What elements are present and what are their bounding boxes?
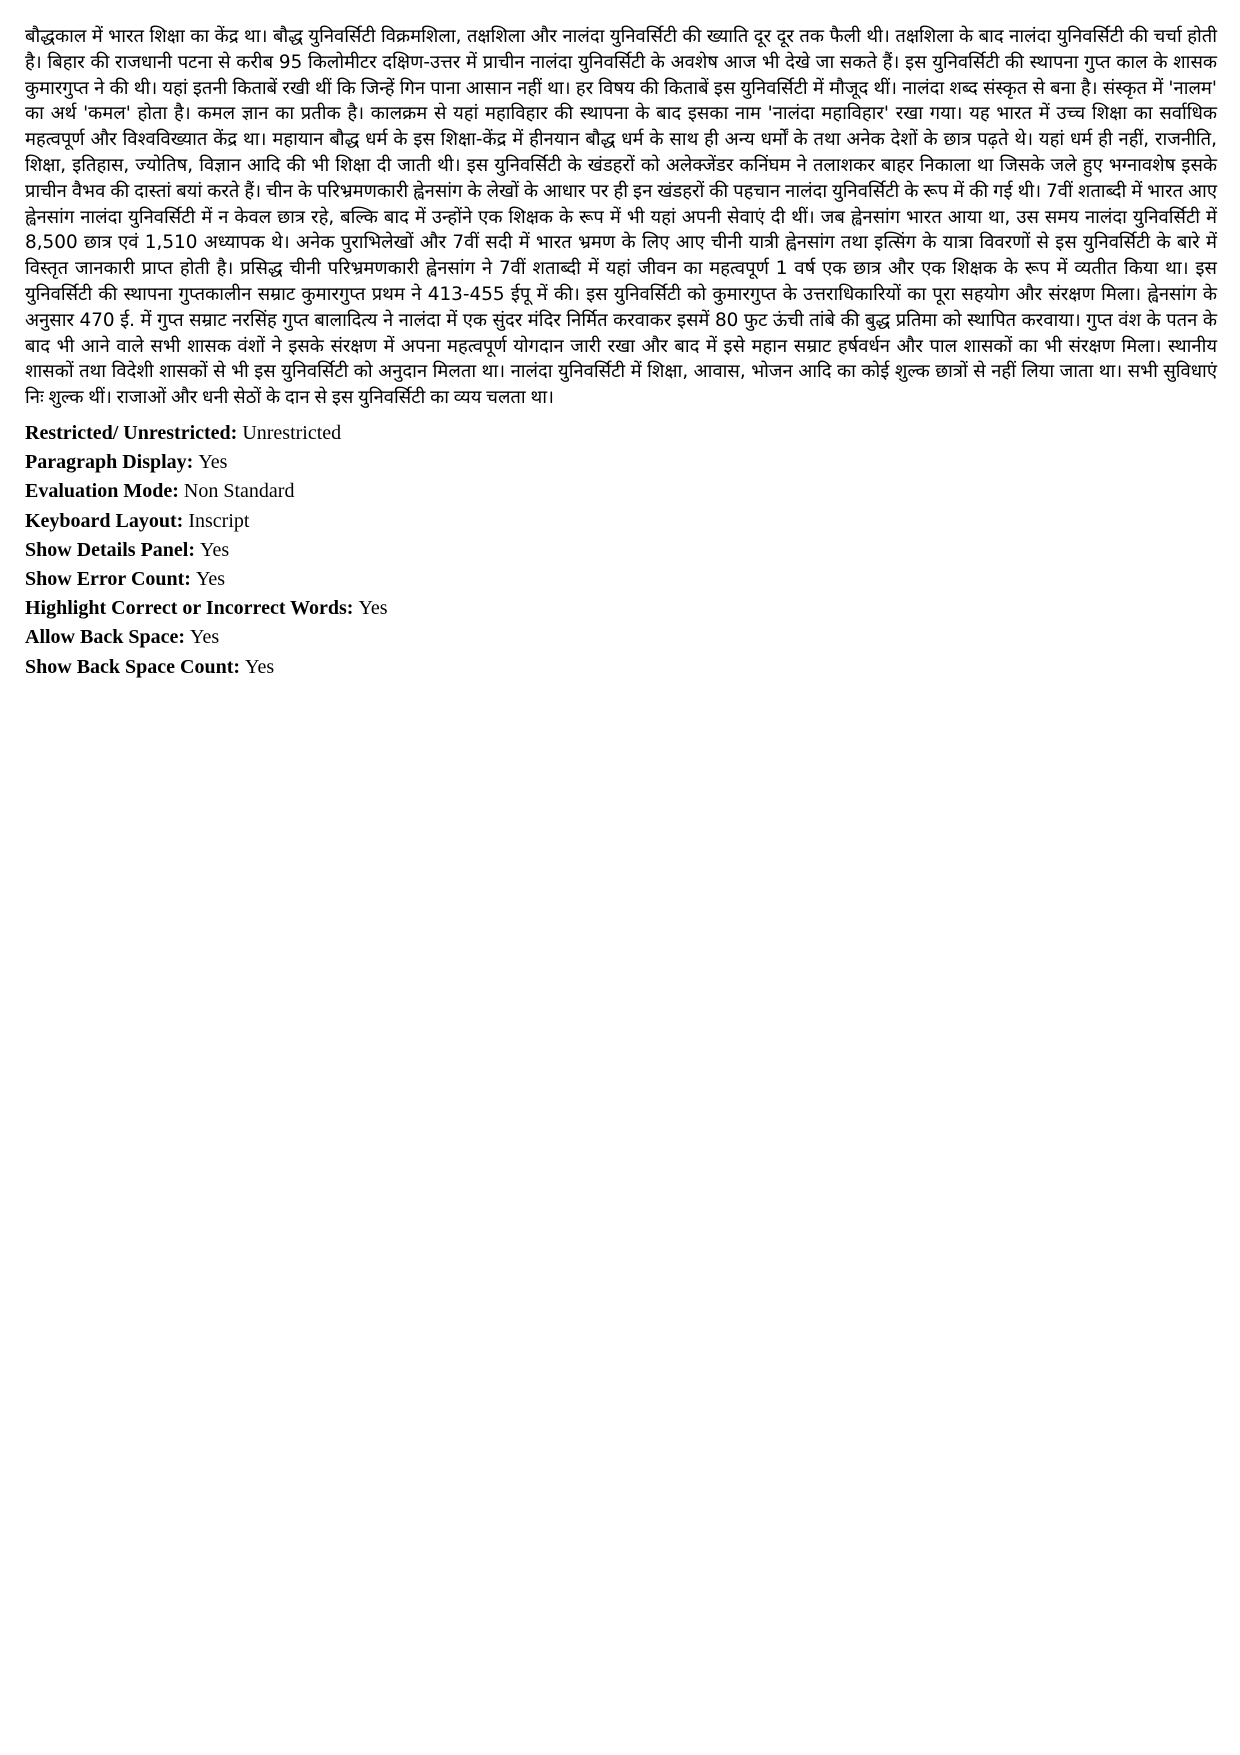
setting-label: Allow Back Space: bbox=[25, 626, 190, 649]
test-settings-list bbox=[25, 419, 1217, 682]
setting-label: Show Details Panel: bbox=[25, 538, 200, 561]
setting-highlight-words bbox=[25, 594, 1217, 623]
setting-label: Highlight Correct or Incorrect Words: bbox=[25, 597, 359, 620]
setting-paragraph-display bbox=[25, 448, 1217, 477]
setting-value: Inscript bbox=[188, 509, 250, 532]
setting-label: Paragraph Display: bbox=[25, 451, 199, 474]
setting-value: Unrestricted bbox=[242, 421, 342, 444]
setting-value: Yes bbox=[190, 626, 220, 649]
setting-value: Yes bbox=[245, 655, 275, 678]
setting-show-details-panel bbox=[25, 536, 1217, 565]
setting-show-error-count bbox=[25, 565, 1217, 594]
setting-value: Yes bbox=[200, 538, 230, 561]
setting-keyboard-layout bbox=[25, 507, 1217, 536]
setting-value: Non Standard bbox=[183, 480, 295, 503]
setting-label: Keyboard Layout: bbox=[25, 509, 189, 532]
setting-label: Show Error Count: bbox=[25, 567, 196, 590]
setting-allow-back-space bbox=[25, 623, 1217, 652]
setting-label: Restricted/ Unrestricted: bbox=[25, 421, 243, 444]
typing-passage: बौद्धकाल में भारत शिक्षा का केंद्र था। बौद्ध युनिवर्सिटी विक्रमशिला, तक्षशिला और नालंदा युनिवर्सिटी की ख्याति दूर दूर तक फैली थी। तक्षशिला के बाद नालंदा युनिवर्सिटी की चर्चा होती है। बिहार की राजधानी पटना से करीब 95 किलोमीटर दक्षिण-उत्तर में प्राचीन नालंदा युनिवर्सिटी के अवशेष आज भी देखे जा सकते हैं। इस युनिवर्सिटी की स्थापना गुप्त काल के शासक कुमारगुप्त ने की थी। यहां इतनी किताबें रखी थीं कि जिन्हें गिन पाना आसान नहीं था। हर विषय की किताबें इस युनिवर्सिटी में मौजूद थीं। नालंदा शब्द संस्कृत से बना है। संस्कृत में 'नालम' का अर्थ 'कमल' होता है। कमल ज्ञान का प्रतीक है। कालक्रम से यहां महाविहार की स्थापना के बाद इसका नाम 'नालंदा महाविहार' रखा गया। यह भारत में उच्च शिक्षा का सर्वाधिक महत्वपूर्ण और विश्वविख्यात केंद्र था। महायान बौद्ध धर्म के इस शिक्षा-केंद्र में हीनयान बौद्ध धर्म के साथ ही अन्य धर्मों के तथा अनेक देशों के छात्र पढ़ते थे। यहां धर्म ही नहीं, राजनीति, शिक्षा, इतिहास, ज्योतिष, विज्ञान आदि की भी शिक्षा दी जाती थी। इस युनिवर्सिटी के खंडहरों को अलेक्जेंडर कनिंघम ने तलाशकर बाहर निकाला था जिसके जले हुए भग्नावशेष इसके प्राचीन वैभव की दास्तां बयां करते हैं। चीन के परिभ्रमणकारी ह्वेनसांग के लेखों के आधार पर ही इन खंडहरों की पहचान नालंदा युनिवर्सिटी के रूप में की गई थी। 7वीं शताब्दी में भारत आए ह्वेनसांग नालंदा युनिवर्सिटी में न केवल छात्र रहे, बल्कि बाद में उन्होंने एक शिक्षक के रूप में भी यहां अपनी सेवाएं दी थीं। जब ह्वेनसांग भारत आया था, उस समय नालंदा युनिवर्सिटी में 8,500 छात्र एवं 1,510 अध्यापक थे। अनेक पुराभिलेखों और 7वीं सदी में भारत भ्रमण के लिए आए चीनी यात्री ह्वेनसांग तथा इत्सिंग के यात्रा विवरणों से इस युनिवर्सिटी के बारे में विस्तृत जानकारी प्राप्त होती है। प्रसिद्ध चीनी परिभ्रमणकारी ह्वेनसांग ने 7वीं शताब्दी में यहां जीवन का महत्वपूर्ण 1 वर्ष एक छात्र और एक शिक्षक के रूप में व्यतीत किया था। इस युनिवर्सिटी की स्थापना गुप्तकालीन सम्राट कुमारगुप्त प्रथम ने 413-455 ईपू में की। इस युनिवर्सिटी को कुमारगुप्त के उत्तराधिकारियों का पूरा सहयोग और संरक्षण मिला। ह्वेनसांग के अनुसार 470 ई. में गुप्त सम्राट नरसिंह गुप्त बालादित्य ने नालंदा में एक सुंदर मंदिर निर्मित करवाकर इसमें 80 फुट ऊंची तांबे की बुद्ध प्रतिमा को स्थापित करवाया। गुप्त वंश के पतन के बाद भी आने वाले सभी शासक वंशों ने इसके संरक्षण में अपना महत्वपूर्ण योगदान जारी रखा और बाद में इसे महान सम्राट हर्षवर्धन और पाल शासकों का भी संरक्षण मिला। स्थानीय शासकों तथा विदेशी शासकों से भी इस युनिवर्सिटी को अनुदान मिलता था। नालंदा युनिवर्सिटी में शिक्षा, आवास, भोजन आदि का कोई शुल्क छात्रों से नहीं लिया जाता था। सभी सुविधाएं निः शुल्क थीं। राजाओं और धनी सेठों के दान से इस युनिवर्सिटी का व्यय चलता था। bbox=[25, 26, 1218, 409]
setting-show-back-space-count bbox=[25, 653, 1217, 682]
setting-label: Evaluation Mode: bbox=[25, 480, 184, 503]
setting-label: Show Back Space Count: bbox=[25, 655, 246, 678]
test-document bbox=[25, 24, 1217, 682]
setting-evaluation-mode bbox=[25, 477, 1217, 506]
setting-restricted bbox=[25, 419, 1217, 448]
setting-value: Yes bbox=[195, 567, 226, 590]
setting-value: Yes bbox=[198, 451, 228, 474]
setting-value: Yes bbox=[358, 597, 388, 620]
